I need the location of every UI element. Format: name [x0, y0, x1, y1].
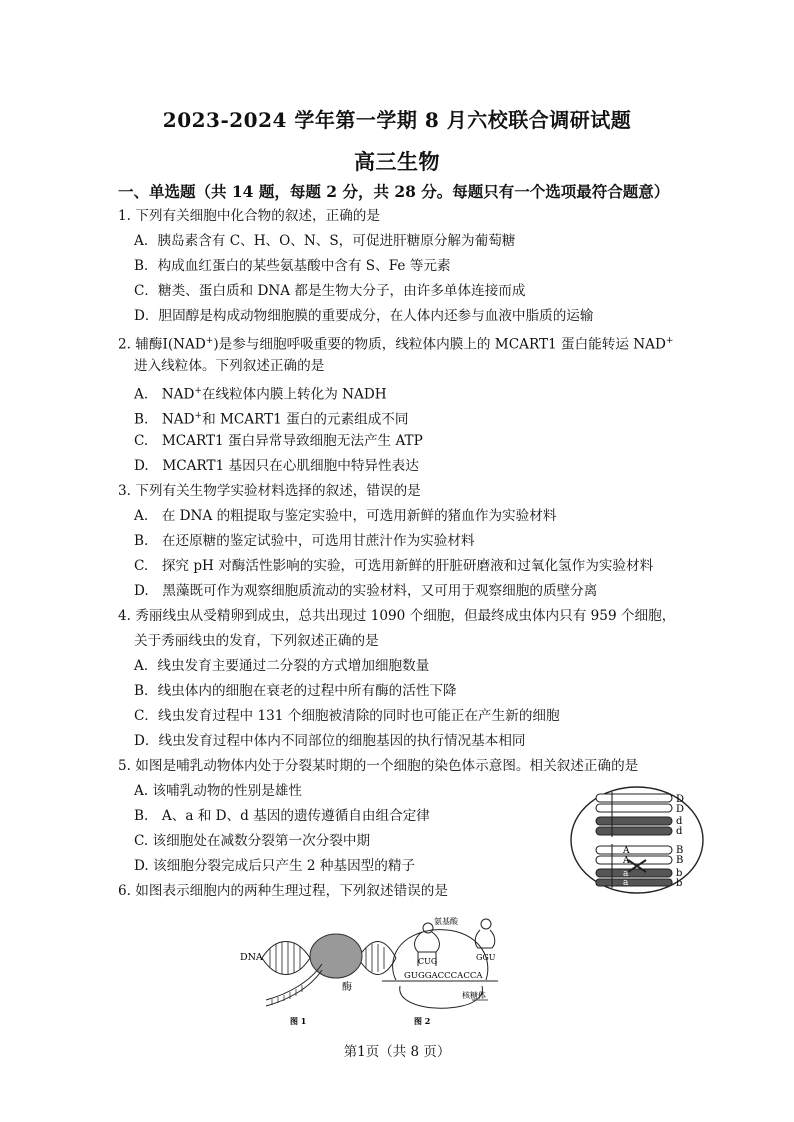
superscript-plus: +	[665, 336, 674, 346]
question-2-option-b	[134, 407, 409, 429]
q2a-part1: A. NAD	[134, 386, 195, 403]
superscript-plus: +	[194, 386, 202, 396]
enzyme-label: 酶	[342, 982, 352, 993]
chromosome-pair-bottom	[596, 844, 672, 888]
gene-label-b4: b	[676, 878, 683, 889]
question-1-option-a: A．胰岛素含有 C、H、O、N、S，可促进肝糖原分解为葡萄糖	[134, 233, 516, 249]
question-1-option-c: C．糖类、蛋白质和 DNA 都是生物大分子，由许多单体连接而成	[134, 283, 526, 299]
question-5-option-c: C. 该细胞处在减数分裂第一次分裂中期	[134, 833, 371, 849]
section-heading: 一、单选题（共 14 题，每题 2 分，共 28 分。每题只有一个选项最符合题意）	[118, 182, 670, 201]
gene-label-a2: A	[623, 856, 630, 866]
question-4-option-b: B．线虫体内的细胞在衰老的过程中所有酶的活性下降	[134, 683, 457, 699]
question-2-stem-line1	[118, 332, 673, 354]
exam-subtitle: 高三生物	[354, 149, 440, 174]
superscript-plus: +	[194, 411, 203, 421]
question-2-option-a	[134, 382, 387, 404]
superscript-plus: +	[205, 336, 214, 346]
q2b-part2: 和 MCART1 蛋白的元素组成不同	[202, 411, 409, 428]
anticodon-right: GGU	[476, 953, 496, 962]
cell-chromosome-figure	[568, 784, 706, 896]
question-4-option-a: A．线虫发育主要通过二分裂的方式增加细胞数量	[134, 658, 430, 674]
gene-label-a4: a	[623, 878, 629, 888]
question-3-option-c: C. 探究 pH 对酶活性影响的实验，可选用新鲜的肝脏研磨液和过氧化氢作为实验材料	[134, 558, 654, 574]
anticodon-left: CUG	[418, 957, 438, 966]
question-4-option-c: C．线虫发育过程中 131 个细胞被清除的同时也可能正在产生新的细胞	[134, 708, 560, 724]
question-3-option-a: A. 在 DNA 的粗提取与鉴定实验中，可选用新鲜的猪血作为实验材料	[134, 508, 557, 524]
question-3-stem: 3. 下列有关生物学实验材料选择的叙述，错误的是	[118, 483, 421, 499]
gene-label-d2: D	[676, 804, 685, 815]
question-2-option-d: D. MCART1 基因只在心肌细胞中特异性表达	[134, 458, 419, 474]
question-4-stem-line1: 4. 秀丽线虫从受精卵到成虫，总共出现过 1090 个细胞，但最终成虫体内只有 959 个细胞，	[118, 608, 676, 624]
fig1-caption: 图 1	[290, 1016, 307, 1026]
gene-label-a1: A	[623, 846, 630, 856]
q2-stem-part2: )是参与细胞呼吸重要的物质，线粒体内膜上的 MCART1 蛋白能转运 NAD	[213, 336, 666, 353]
question-1-option-b: B．构成血红蛋白的某些氨基酸中含有 S、Fe 等元素	[134, 258, 451, 274]
gene-label-a3: a	[623, 869, 629, 879]
question-4-stem-line2: 关于秀丽线虫的发育，下列叙述正确的是	[134, 633, 379, 649]
chromosome-pair-top	[596, 792, 672, 837]
mrna-sequence: GUGGACCCACCA	[404, 971, 483, 981]
question-3-option-d: D. 黑藻既可作为观察细胞质流动的实验材料，又可用于观察细胞的质壁分离	[134, 583, 598, 599]
fig2-caption: 图 2	[414, 1016, 431, 1026]
amino-acid-label: 氨基酸	[434, 917, 458, 926]
page-footer: 第1页（共 8 页）	[343, 1044, 451, 1060]
ribosome-label: 核糖体	[462, 991, 486, 1000]
q2b-part1: B. NAD	[134, 411, 195, 428]
gene-label-b3: b	[676, 868, 683, 879]
process-figure	[236, 906, 506, 1030]
question-4-option-d: D．线虫发育过程中体内不同部位的细胞基因的执行情况基本相同	[134, 733, 526, 749]
question-1-option-d: D．胆固醇是构成动物细胞膜的重要成分，在人体内还参与血液中脂质的运输	[134, 308, 594, 324]
enzyme-bubble	[310, 934, 362, 978]
gene-label-b2: B	[676, 855, 684, 866]
gene-label-d3: d	[676, 816, 683, 827]
question-3-option-b: B. 在还原糖的鉴定试验中，可选用甘蔗汁作为实验材料	[134, 533, 475, 549]
question-6-stem: 6. 如图表示细胞内的两种生理过程，下列叙述错误的是	[118, 883, 448, 899]
question-5-option-d: D. 该细胞分裂完成后只产生 2 种基因型的精子	[134, 858, 416, 874]
dna-label: DNA	[240, 952, 263, 963]
new-strand-2	[266, 970, 322, 1006]
q2-stem-part1: 2. 辅酶Ⅰ(NAD	[118, 336, 206, 353]
question-1-stem: 1. 下列有关细胞中化合物的叙述，正确的是	[118, 208, 380, 224]
question-5-stem: 5. 如图是哺乳动物体内处于分裂某时期的一个细胞的染色体示意图。相关叙述正确的是	[118, 758, 639, 774]
gene-label-d1: D	[676, 794, 685, 805]
question-2-option-c: C. MCART1 蛋白异常导致细胞无法产生 ATP	[134, 433, 423, 449]
gene-label-d4: d	[676, 826, 683, 837]
exam-title: 2023-2024 学年第一学期 8 月六校联合调研试题	[162, 108, 632, 132]
question-5-option-a: A. 该哺乳动物的性别是雄性	[134, 783, 302, 799]
q2a-part2: 在线粒体内膜上转化为 NADH	[201, 386, 387, 403]
question-5-option-b: B. A、a 和 D、d 基因的遗传遵循自由组合定律	[134, 808, 430, 824]
gene-label-b1: B	[676, 845, 684, 856]
question-2-stem-line2: 进入线粒体。下列叙述正确的是	[134, 358, 325, 374]
